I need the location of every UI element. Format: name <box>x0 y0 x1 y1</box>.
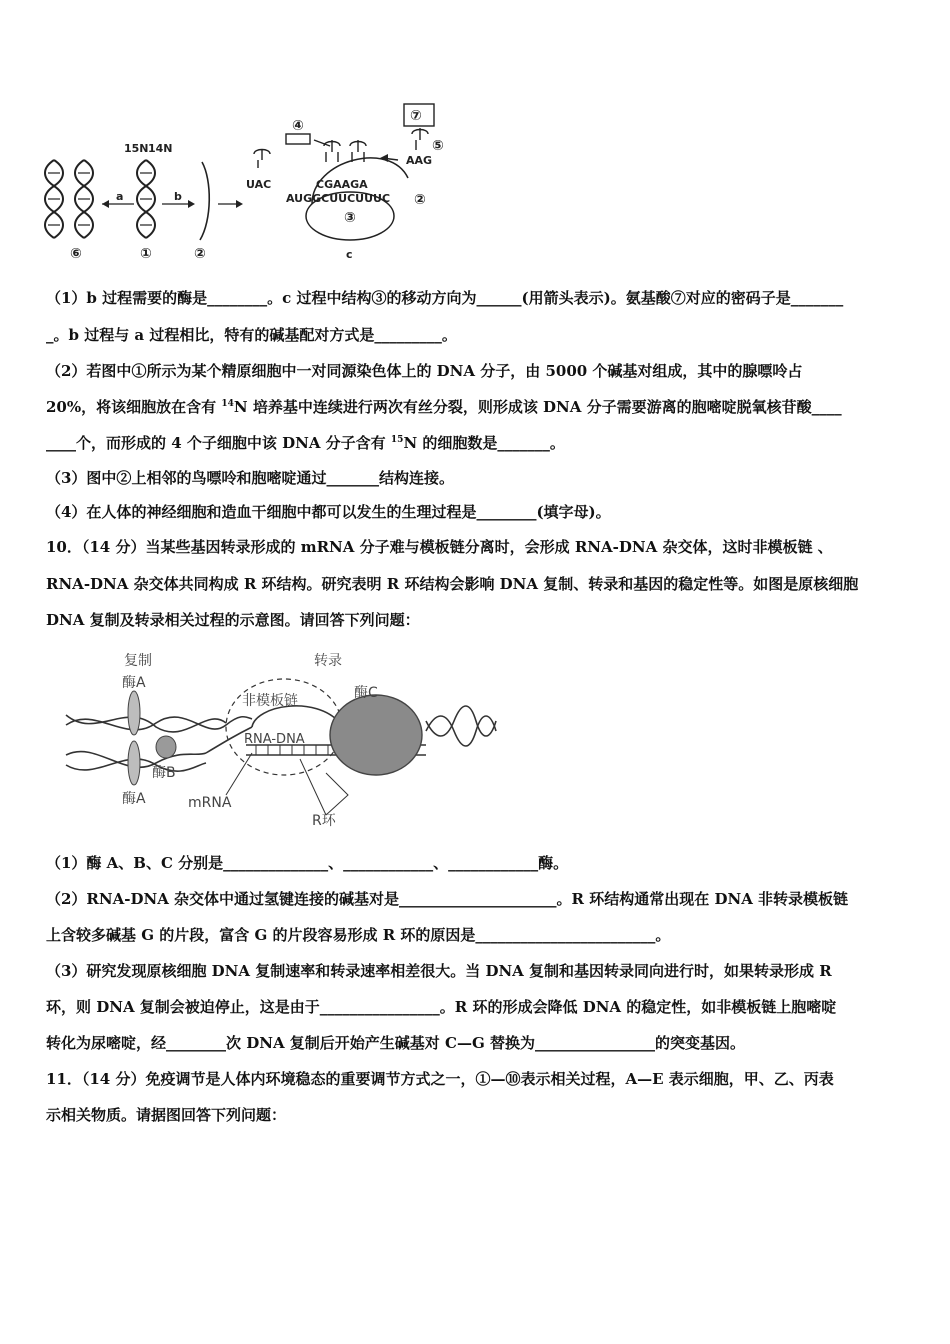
label-enzyme-a-bottom: 酶A <box>122 791 146 807</box>
q10-line-6: 上含较多碱基 G 的片段，富含 G 的片段容易形成 R 环的原因是________________________。 <box>46 926 671 944</box>
q9-line-4: 20%，将该细胞放在含有 $^{14}$N 培养基中连续进行两次有丝分裂，则形成该 DNA 分子需要游离的胞嘧啶脱氧核苷酸____ <box>46 398 842 416</box>
anticodon-right: AAG <box>406 154 433 167</box>
label-rna-dna: RNA-DNA <box>244 732 305 747</box>
q10-line-5: （2）RNA-DNA 杂交体中通过氢键连接的碱基对是_____________________。R 环结构通常出现在 DNA 非转录模板链 <box>46 890 849 908</box>
label-r-loop: R环 <box>312 813 336 829</box>
num-7: ⑦ <box>410 108 422 124</box>
q9-line-2: _。b 过程与 a 过程相比，特有的碱基配对方式是_________。 <box>46 326 457 344</box>
label-mrna: mRNA <box>188 795 232 811</box>
q10-line-2: RNA-DNA 杂交体共同构成 R 环结构。研究表明 R 环结构会影响 DNA 复制、转录和基因的稳定性等。如图是原核细胞 <box>46 575 859 593</box>
label-enzyme-c: 酶C <box>354 685 378 701</box>
q10-line-9: 转化为尿嘧啶，经________次 DNA 复制后开始产生碱基对 C—G 替换为________________的突变基因。 <box>46 1034 745 1052</box>
figure-dna-processes <box>40 100 450 265</box>
q10-line-3: DNA 复制及转录相关过程的示意图。请回答下列问题： <box>46 611 420 629</box>
num-5: ⑤ <box>432 138 444 154</box>
svg-text:15N <box>124 142 149 155</box>
label-c: c <box>346 248 353 261</box>
label-enzyme-a-top: 酶A <box>122 675 146 691</box>
label-a: a <box>116 190 124 203</box>
q9-line-1: （1）b 过程需要的酶是________。c 过程中结构③的移动方向为______(用箭头表示)。氨基酸⑦对应的密码子是_______ <box>46 289 844 307</box>
trna-bases: CGAAGA <box>316 178 368 191</box>
label-15n: 15N <box>124 142 149 155</box>
label-non-template: 非模板链 <box>242 693 298 709</box>
num-6: ⑥ <box>70 246 82 262</box>
num-4: ④ <box>292 118 304 134</box>
label-14n: 14N <box>148 142 173 155</box>
q10-line-7: （3）研究发现原核细胞 DNA 复制速率和转录速率相差很大。当 DNA 复制和基因转录同向进行时，如果转录形成 R <box>46 962 832 980</box>
num-1: ① <box>140 246 152 262</box>
anticodon-left: UAC <box>246 178 272 191</box>
q9-line-3: （2）若图中①所示为某个精原细胞中一对同源染色体上的 DNA 分子，由 5000 个碱基对组成，其中的腺嘌呤占 <box>46 362 803 380</box>
svg-text:14N <box>148 142 173 155</box>
q9-line-7: （4）在人体的神经细胞和造血干细胞中都可以发生的生理过程是________(填字母)。 <box>46 503 611 521</box>
q11-line-1: 11．（14 分）免疫调节是人体内环境稳态的重要调节方式之一，①—⑩表示相关过程，A—E 表示细胞，甲、乙、丙表 <box>46 1070 834 1088</box>
q9-line-5: ____个，而形成的 4 个子细胞中该 DNA 分子含有 $^{15}$N 的细胞数是_______。 <box>46 434 565 452</box>
label-b: b <box>174 190 182 203</box>
mrna-sequence: AUGGCUUCUUUC <box>286 192 391 205</box>
q10-line-8: 环，则 DNA 复制会被迫停止，这是由于________________。R 环的形成会降低 DNA 的稳定性，如非模板链上胞嘧啶 <box>46 998 837 1016</box>
num-2: ② <box>194 246 206 262</box>
label-replication: 复制 <box>124 653 152 669</box>
num-3: ③ <box>344 210 356 226</box>
label-transcription: 转录 <box>314 653 342 669</box>
q11-line-2: 示相关物质。请据图回答下列问题： <box>46 1106 287 1124</box>
q10-line-4: （1）酶 A、B、C 分别是______________、____________、____________酶。 <box>46 854 569 872</box>
num-2b: ② <box>414 192 426 208</box>
q10-line-1: 10．（14 分）当某些基因转录形成的 mRNA 分子难与模板链分离时，会形成 RNA-DNA 杂交体，这时非模板链 、 <box>46 538 833 556</box>
figure-r-loop <box>56 645 506 835</box>
q9-line-6: （3）图中②上相邻的鸟嘌呤和胞嘧啶通过_______结构连接。 <box>46 469 454 487</box>
label-enzyme-b: 酶B <box>152 765 176 781</box>
